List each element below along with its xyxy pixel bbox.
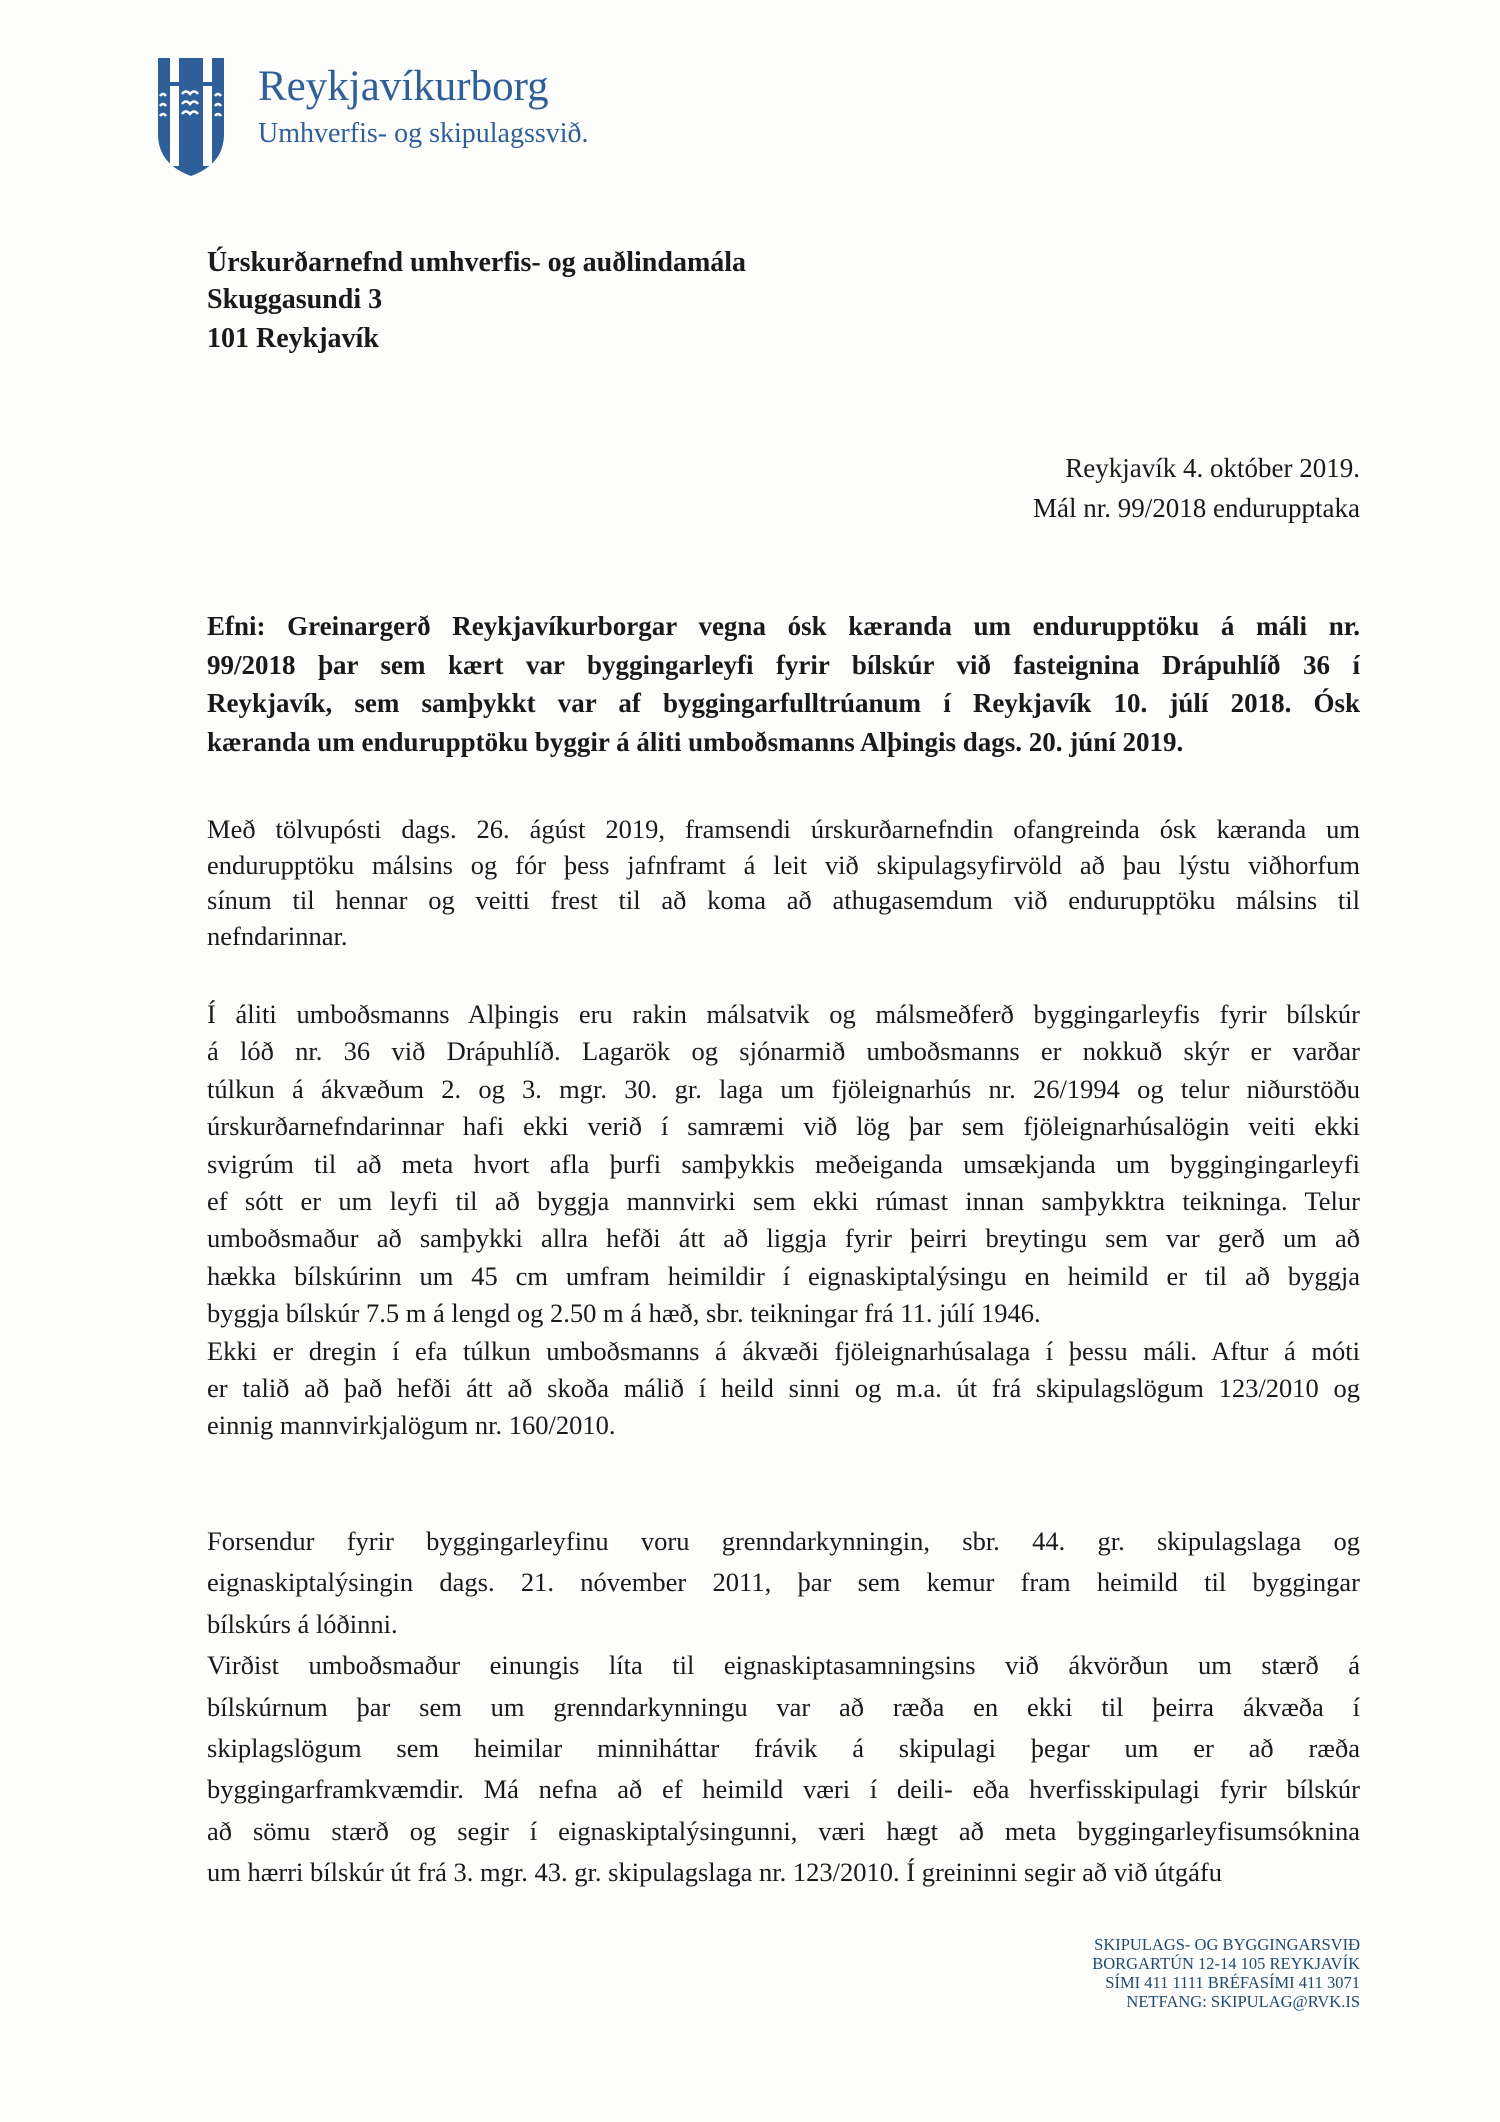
text-line: um hærri bílskúr út frá 3. mgr. 43. gr. skipulagslaga nr. 123/2010. Í greininni segir að við útgáfu xyxy=(207,1857,1222,1888)
text-line: bílskúrnum þar sem um grenndarkynningu var að ræða en ekki til þeirra ákvæða í xyxy=(207,1691,1360,1722)
footer-phone: SÍMI 411 1111 BRÉFASÍMI 411 3071 xyxy=(1105,1973,1360,1992)
footer-email: NETFANG: SKIPULAG@RVK.IS xyxy=(1126,1992,1360,2011)
recipient-name: Úrskurðarnefnd umhverfis- og auðlindamála xyxy=(207,247,747,278)
text-line: byggja bílskúr 7.5 m á lengd og 2.50 m á hæð, sbr. teikningar frá 11. júlí 1946. xyxy=(207,1298,1041,1329)
text-line: Virðist umboðsmaður einungis líta til eignaskiptasamningsins við ákvörðun um stærð á xyxy=(207,1650,1360,1681)
footer-department: SKIPULAGS- OG BYGGINGARSVIÐ xyxy=(1094,1935,1360,1954)
case-number: Mál nr. 99/2018 endurupptaka xyxy=(1033,493,1360,523)
body-paragraph xyxy=(207,1521,1360,1894)
text-line: skiplagslögum sem heimilar minniháttar frávik á skipulagi þegar um er að ræða xyxy=(207,1733,1360,1764)
subject-paragraph xyxy=(207,607,1360,761)
recipient-street: Skuggasundi 3 xyxy=(207,284,383,315)
text-line: eignaskiptalýsingin dags. 21. nóvember 2011, þar sem kemur fram heimild til byggingar xyxy=(207,1567,1360,1598)
body-paragraph xyxy=(207,996,1360,1445)
text-line: 99/2018 þar sem kært var byggingarleyfi fyrir bílskúr við fasteignina Drápuhlíð 36 í xyxy=(207,649,1360,680)
text-line: Reykjavík, sem samþykkt var af byggingarfulltrúanum í Reykjavík 10. júlí 2018. Ósk xyxy=(207,688,1360,719)
text-line: umboðsmaður að samþykki allra hefði átt að liggja fyrir þeirri breytingu sem var gerð um að xyxy=(207,1223,1360,1254)
text-line: sínum til hennar og veitti frest til að koma að athugasemdum við endurupptöku málsins til xyxy=(207,885,1360,915)
text-line: Forsendur fyrir byggingarleyfinu voru grenndarkynningin, sbr. 44. gr. skipulagslaga og xyxy=(207,1526,1360,1556)
text-line: túlkun á ákvæðum 2. og 3. mgr. 30. gr. laga um fjöleignarhús nr. 26/1994 og telur niðurstöðu xyxy=(207,1073,1360,1104)
text-line: Með tölvupósti dags. 26. ágúst 2019, framsendi úrskurðarnefndin ofangreinda ósk kæranda um xyxy=(207,814,1360,844)
text-line: Í áliti umboðsmanns Alþingis eru rakin málsatvik og málsmeðferð byggingarleyfis fyrir bílskúr xyxy=(207,999,1360,1029)
text-line: Efni: Greinargerð Reykjavíkurborgar vegna ósk kæranda um endurupptöku á máli nr. xyxy=(207,611,1360,641)
text-line: bílskúrs á lóðinni. xyxy=(207,1608,398,1639)
text-line: hækka bílskúrinn um 45 cm umfram heimildir í eignaskiptalýsingu en heimild er til að byggja xyxy=(207,1260,1360,1291)
footer-contact xyxy=(1092,1935,1360,2011)
text-line: úrskurðarnefndarinnar hafi ekki verið í samræmi við lög þar sem fjöleignarhúsalögin veiti ekki xyxy=(207,1111,1360,1142)
text-line: kæranda um endurupptöku byggir á áliti umboðsmanns Alþingis dags. 20. júní 2019. xyxy=(207,726,1184,757)
text-line: er talið að það hefði átt að skoða málið í heild sinni og m.a. út frá skipulagslögum 123/2010 og xyxy=(207,1373,1360,1404)
text-line: að sömu stærð og segir í eignaskiptalýsingunni, væri hægt að meta byggingarleyfisumsóknina xyxy=(207,1815,1360,1846)
text-line: einnig mannvirkjalögum nr. 160/2010. xyxy=(207,1410,616,1441)
department-name: Umhverfis- og skipulagssvið. xyxy=(258,118,589,149)
text-line: á lóð nr. 36 við Drápuhlíð. Lagarök og sjónarmið umboðsmanns er nokkuð skýr er varðar xyxy=(207,1036,1360,1067)
body-paragraph xyxy=(207,812,1360,954)
text-line: endurupptöku málsins og fór þess jafnframt á leit við skipulagsyfirvöld að þau lýstu viðhorfum xyxy=(207,849,1360,880)
org-name: Reykjavíkurborg xyxy=(258,63,549,110)
text-line: byggingarframkvæmdir. Má nefna að ef heimild væri í deili- eða hverfisskipulagi fyrir bílskúr xyxy=(207,1774,1360,1805)
text-line: Ekki er dregin í efa túlkun umboðsmanns á ákvæði fjöleignarhúsalaga í þessu máli. Aftur á móti xyxy=(207,1335,1360,1366)
text-line: svigrúm til að meta hvort afla þurfi samþykkis meðeiganda umsækjanda um byggingingarleyfi xyxy=(207,1148,1360,1179)
recipient-city: 101 Reykjavík xyxy=(207,323,379,354)
text-line: ef sótt er um leyfi til að byggja mannvirki sem ekki rúmast innan samþykktra teikninga. Telur xyxy=(207,1186,1360,1217)
reykjavik-coat-of-arms-logo xyxy=(156,56,226,178)
text-line: nefndarinnar. xyxy=(207,920,348,951)
letter-date: Reykjavík 4. október 2019. xyxy=(1065,453,1360,483)
footer-address: BORGARTÚN 12-14 105 REYKJAVÍK xyxy=(1092,1954,1360,1973)
